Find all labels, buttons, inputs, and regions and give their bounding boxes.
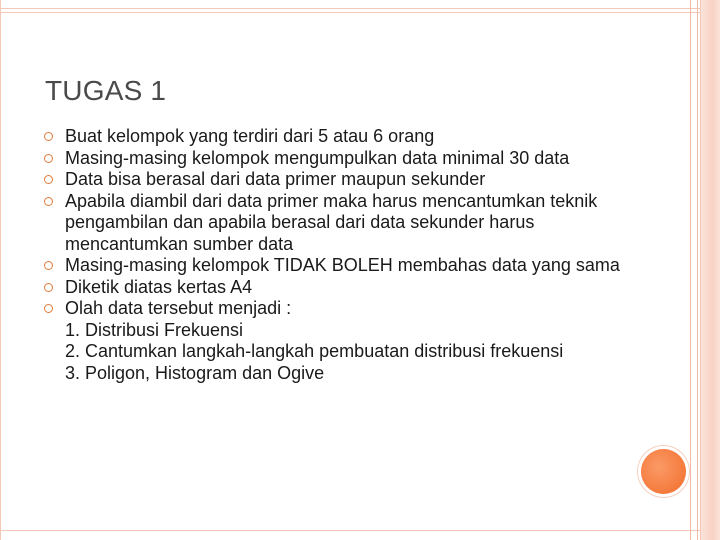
top-rule-inner	[0, 12, 720, 13]
sub-item-text: 2. Cantumkan langkah-langkah pembuatan distribusi frekuensi	[65, 341, 564, 361]
right-edge-line-outer	[697, 0, 698, 540]
list-item	[44, 148, 624, 170]
bottom-rule	[0, 530, 720, 531]
orange-circle-decoration	[641, 449, 686, 494]
circle-outline-bullet-icon	[44, 261, 53, 270]
list-item-text: Masing-masing kelompok TIDAK BOLEH membahas data yang sama	[65, 255, 620, 275]
sub-item-text: 3. Poligon, Histogram dan Ogive	[65, 362, 325, 383]
circle-outline-bullet-icon	[44, 175, 53, 184]
right-edge-band	[701, 0, 720, 540]
sub-item-text: 1. Distribusi Frekuensi	[65, 319, 244, 340]
slide-title: TUGAS 1	[45, 75, 167, 106]
list-item	[44, 277, 624, 299]
bullet-list	[44, 126, 624, 384]
list-item	[44, 255, 624, 277]
list-item-text: Apabila diambil dari data primer maka harus mencantumkan teknik pengambilan dan apabila berasal dari data sekunder harus mencantumkan sumber data	[65, 190, 598, 254]
list-item-text: Diketik diatas kertas A4	[65, 276, 253, 297]
circle-outline-bullet-icon	[44, 197, 53, 206]
circle-outline-bullet-icon	[44, 283, 53, 292]
list-item-text: Buat kelompok yang terdiri dari 5 atau 6 orang	[65, 126, 435, 146]
list-item-text: Olah data tersebut menjadi :	[65, 298, 292, 318]
list-item-text: Data bisa berasal dari data primer maupun sekunder	[65, 169, 486, 189]
circle-outline-bullet-icon	[44, 154, 53, 163]
sub-item	[44, 363, 624, 385]
list-item-text: Masing-masing kelompok mengumpulkan data minimal 30 data	[65, 147, 570, 168]
top-rule	[0, 8, 720, 9]
circle-outline-bullet-icon	[44, 304, 53, 313]
list-item	[44, 191, 624, 256]
sub-item	[44, 320, 624, 342]
sub-item	[44, 341, 624, 363]
right-edge-line	[690, 0, 691, 540]
list-item	[44, 298, 624, 320]
list-item	[44, 169, 624, 191]
list-item	[44, 126, 624, 148]
circle-outline-bullet-icon	[44, 132, 53, 141]
